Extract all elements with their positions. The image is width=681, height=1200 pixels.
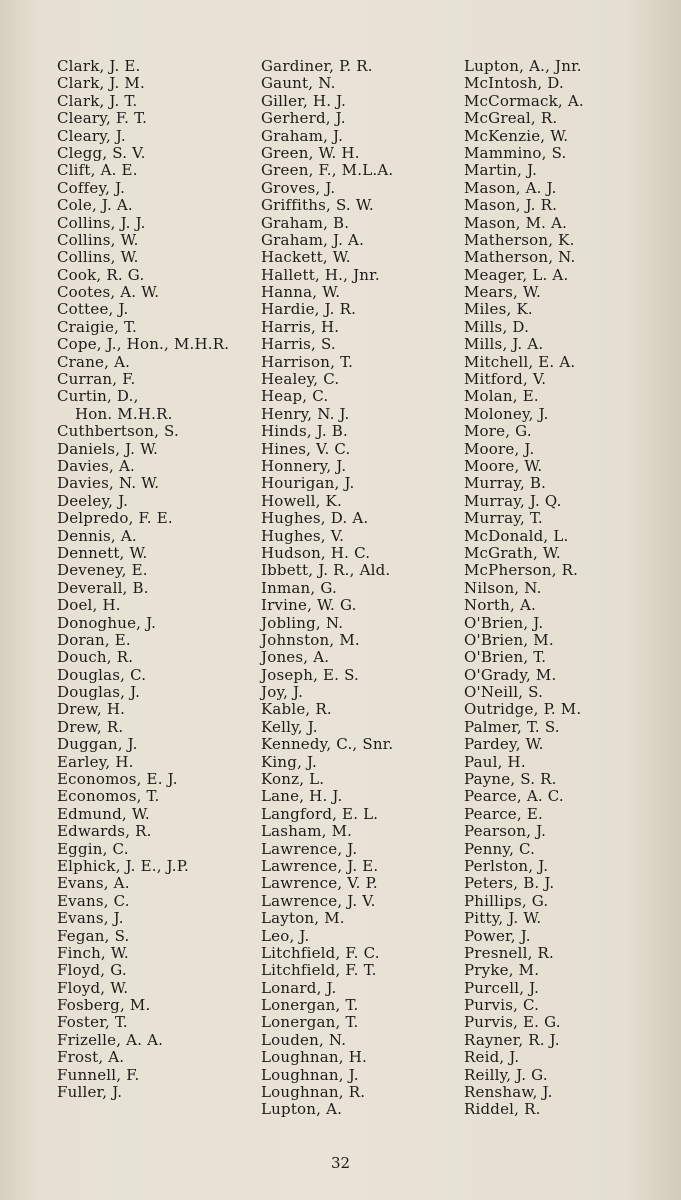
name-entry: Mills, D.	[464, 317, 530, 336]
name-entry: Pryke, M.	[464, 961, 540, 980]
name-entry: Foster, T.	[57, 1013, 128, 1032]
name-entry: Mason, J. R.	[464, 196, 558, 215]
name-entry: Johnston, M.	[261, 630, 360, 649]
name-entry: Power, J.	[464, 926, 531, 945]
name-entry: Earley, H.	[57, 752, 134, 771]
name-entry: Doran, E.	[57, 630, 131, 649]
name-entry: Purvis, E. G.	[464, 1013, 561, 1032]
name-entry: Cole, J. A.	[57, 196, 133, 215]
name-entry: Cuthbertson, S.	[57, 422, 179, 441]
name-entry: Nilson, N.	[464, 578, 542, 597]
name-entry: Drew, R.	[57, 717, 124, 736]
name-entry: Hardie, J. R.	[261, 300, 357, 319]
name-entry: Litchfield, F. C.	[261, 943, 380, 962]
name-entry: Delpredo, F. E.	[57, 509, 173, 528]
name-entry: Doel, H.	[57, 596, 121, 615]
name-entry: Murray, J. Q.	[464, 491, 562, 510]
name-entry: Clark, J. T.	[57, 91, 138, 110]
name-entry: Harris, S.	[261, 335, 336, 354]
name-entry: Pearce, E.	[464, 804, 543, 823]
name-entry: Green, W. H.	[261, 143, 360, 162]
name-entry: Murray, T.	[464, 509, 543, 528]
name-entry: Pearce, A. C.	[464, 787, 564, 806]
name-entry: Lawrence, J. E.	[261, 856, 379, 875]
name-entry: Meager, L. A.	[464, 265, 569, 284]
name-entry: Reilly, J. G.	[464, 1065, 548, 1084]
name-entry: Drew, H.	[57, 700, 126, 719]
name-entry: Hallett, H., Jnr.	[261, 265, 380, 284]
name-entry: Douglas, J.	[57, 683, 141, 702]
name-entry: Evans, C.	[57, 891, 130, 910]
name-entry: Lawrence, V. P.	[261, 874, 378, 893]
name-entry: Douglas, C.	[57, 665, 147, 684]
name-entry: Riddel, R.	[464, 1100, 541, 1119]
name-entry: O'Grady, M.	[464, 665, 557, 684]
name-entry: Frost, A.	[57, 1048, 125, 1067]
name-entry: More, G.	[464, 422, 532, 441]
name-entry: Louden, N.	[261, 1030, 347, 1049]
name-entry: Loughnan, R.	[261, 1083, 366, 1102]
name-entry: King, J.	[261, 752, 318, 771]
name-column-3	[464, 58, 674, 1119]
name-entry: Martin, J.	[464, 161, 538, 180]
name-entry: Cottee, J.	[57, 300, 129, 319]
name-entry: Curran, F.	[57, 370, 136, 389]
name-entry: Purcell, J.	[464, 978, 540, 997]
name-entry: Inman, G.	[261, 578, 337, 597]
name-entry: Funnell, F.	[57, 1065, 140, 1084]
name-entry: McKenzie, W.	[464, 126, 569, 145]
name-entry: Fuller, J.	[57, 1083, 123, 1102]
name-entry: Pitty, J. W.	[464, 909, 542, 928]
name-entry: Peters, B. J.	[464, 874, 555, 893]
name-entry: Groves, J.	[261, 178, 336, 197]
name-entry: McPherson, R.	[464, 561, 579, 580]
name-entry: Coffey, J.	[57, 178, 126, 197]
name-entry: Daniels, J. W.	[57, 439, 159, 458]
name-entry: McGreal, R.	[464, 109, 558, 128]
name-entry: Howell, K.	[261, 491, 342, 510]
name-entry: Renshaw, J.	[464, 1083, 553, 1102]
name-entry: Economos, T.	[57, 787, 160, 806]
name-entry: Leo, J.	[261, 926, 310, 945]
name-entry: McGrath, W.	[464, 543, 561, 562]
name-entry: Lupton, A., Jnr.	[464, 57, 582, 75]
name-entry: Lonergan, T.	[261, 996, 359, 1015]
name-entry: Harrison, T.	[261, 352, 354, 371]
name-entry: Mitford, V.	[464, 370, 547, 389]
name-entry: Layton, M.	[261, 909, 345, 928]
name-entry: Elphick, J. E., J.P.	[57, 856, 189, 875]
name-entry: Collins, W.	[57, 248, 139, 267]
name-entry: Cope, J., Hon., M.H.R.	[57, 335, 230, 354]
name-entry: Matherson, N.	[464, 248, 576, 267]
name-entry: O'Neill, S.	[464, 683, 544, 702]
name-entry: Henry, N. J.	[261, 404, 350, 423]
name-entry: Deverall, B.	[57, 578, 149, 597]
name-entry: Litchfield, F. T.	[261, 961, 377, 980]
name-entry: Mason, M. A.	[464, 213, 568, 232]
name-entry: Jobling, N.	[261, 613, 344, 632]
name-entry: Perlston, J.	[464, 856, 549, 875]
name-entry: Honnery, J.	[261, 456, 347, 475]
name-entry: Floyd, G.	[57, 961, 127, 980]
name-entry: Cleary, J.	[57, 126, 126, 145]
name-entry: Craigie, T.	[57, 317, 137, 336]
name-entry: Hines, V. C.	[261, 439, 351, 458]
name-entry: Reid, J.	[464, 1048, 520, 1067]
name-entry: Hourigan, J.	[261, 474, 355, 493]
name-entry: Lonergan, T.	[261, 1013, 359, 1032]
name-entry: Lonard, J.	[261, 978, 337, 997]
name-entry: Davies, N. W.	[57, 474, 160, 493]
name-entry: Frizelle, A. A.	[57, 1030, 164, 1049]
name-entry: Gaunt, N.	[261, 74, 336, 93]
name-entry: Phillips, G.	[464, 891, 549, 910]
name-entry: Fosberg, M.	[57, 996, 151, 1015]
name-entry: Moore, W.	[464, 456, 543, 475]
name-entry: Collins, W.	[57, 230, 139, 249]
name-entry: Douch, R.	[57, 648, 134, 667]
name-entry: Graham, J. A.	[261, 230, 365, 249]
name-entry: Joseph, E. S.	[261, 665, 360, 684]
name-entry: Pearson, J.	[464, 822, 547, 841]
name-entry: Mills, J. A.	[464, 335, 544, 354]
name-entry: O'Brien, M.	[464, 630, 554, 649]
name-entry: Crane, A.	[57, 352, 131, 371]
name-entry: Lawrence, J.	[261, 839, 358, 858]
name-entry: Giller, H. J.	[261, 91, 347, 110]
name-entry: Jones, A.	[261, 648, 330, 667]
name-entry: Kennedy, C., Snr.	[261, 735, 394, 754]
name-entry: Loughnan, H.	[261, 1048, 367, 1067]
name-entry: Edmund, W.	[57, 804, 150, 823]
name-entry: Hon. M.H.R.	[75, 404, 173, 423]
name-entry: Hughes, D. A.	[261, 509, 369, 528]
page-number: 32	[330, 1154, 351, 1172]
name-entry: Heap, C.	[261, 387, 329, 406]
name-entry: Konz, L.	[261, 770, 325, 789]
name-entry: Griffiths, S. W.	[261, 196, 374, 215]
name-entry: O'Brien, J.	[464, 613, 544, 632]
name-entry: Matherson, K.	[464, 230, 575, 249]
name-entry: Clift, A. E.	[57, 161, 138, 180]
name-entry: Eggin, C.	[57, 839, 129, 858]
name-entry: Economos, E. J.	[57, 770, 178, 789]
name-entry: Hackett, W.	[261, 248, 351, 267]
name-entry: Payne, S. R.	[464, 770, 557, 789]
name-entry: Paul, H.	[464, 752, 526, 771]
name-entry: Curtin, D.,	[57, 387, 139, 406]
name-entry: Purvis, C.	[464, 996, 540, 1015]
name-entry: Loughnan, J.	[261, 1065, 359, 1084]
name-entry: Clegg, S. V.	[57, 143, 146, 162]
name-entry: Lawrence, J. V.	[261, 891, 376, 910]
name-entry: McIntosh, D.	[464, 74, 564, 93]
name-entry: Palmer, T. S.	[464, 717, 560, 736]
name-entry: Evans, A.	[57, 874, 130, 893]
name-column-2	[261, 58, 456, 1119]
name-column-1	[57, 58, 252, 1101]
name-entry: Miles, K.	[464, 300, 533, 319]
name-entry: Finch, W.	[57, 943, 129, 962]
name-entry: North, A.	[464, 596, 536, 615]
name-entry: Rayner, R. J.	[464, 1030, 560, 1049]
name-entry: Dennis, A.	[57, 526, 137, 545]
name-entry: Evans, J.	[57, 909, 124, 928]
name-entry: Mammino, S.	[464, 143, 567, 162]
name-entry: Gardiner, P. R.	[261, 57, 373, 75]
name-entry: Kelly, J.	[261, 717, 318, 736]
name-entry: Pardey, W.	[464, 735, 544, 754]
name-entry: Deveney, E.	[57, 561, 148, 580]
name-entry: Clark, J. E.	[57, 57, 141, 75]
name-entry: Lupton, A.	[261, 1100, 343, 1119]
name-entry: Moloney, J.	[464, 404, 549, 423]
name-entry: Moore, J.	[464, 439, 535, 458]
name-entry: Harris, H.	[261, 317, 340, 336]
name-entry: Collins, J. J.	[57, 213, 146, 232]
name-entry: Healey, C.	[261, 370, 340, 389]
name-entry: Hudson, H. C.	[261, 543, 371, 562]
name-entry: Edwards, R.	[57, 822, 152, 841]
name-entry: Mears, W.	[464, 283, 541, 302]
name-entry: Outridge, P. M.	[464, 700, 582, 719]
name-entry: Floyd, W.	[57, 978, 129, 997]
name-entry: Green, F., M.L.A.	[261, 161, 394, 180]
name-entry: Fegan, S.	[57, 926, 130, 945]
name-entry: Kable, R.	[261, 700, 332, 719]
name-entry: McCormack, A.	[464, 91, 584, 110]
name-entry: Hinds, J. B.	[261, 422, 348, 441]
name-entry: Mitchell, E. A.	[464, 352, 576, 371]
name-entry: Mason, A. J.	[464, 178, 557, 197]
name-entry: Davies, A.	[57, 456, 135, 475]
name-entry: Graham, B.	[261, 213, 350, 232]
name-entry: Molan, E.	[464, 387, 539, 406]
name-entry: Dennett, W.	[57, 543, 148, 562]
name-entry: Joy, J.	[261, 683, 304, 702]
name-entry: Deeley, J.	[57, 491, 129, 510]
name-entry: Lane, H. J.	[261, 787, 343, 806]
name-entry: McDonald, L.	[464, 526, 569, 545]
name-entry: Ibbett, J. R., Ald.	[261, 561, 391, 580]
name-entry: Gerherd, J.	[261, 109, 346, 128]
name-entry: Graham, J.	[261, 126, 344, 145]
name-entry: Lasham, M.	[261, 822, 353, 841]
name-entry: Cootes, A. W.	[57, 283, 160, 302]
name-entry: Langford, E. L.	[261, 804, 379, 823]
name-entry: Cleary, F. T.	[57, 109, 148, 128]
name-entry: Penny, C.	[464, 839, 536, 858]
name-entry: O'Brien, T.	[464, 648, 547, 667]
name-entry: Cook, R. G.	[57, 265, 145, 284]
name-entry: Clark, J. M.	[57, 74, 145, 93]
name-entry: Presnell, R.	[464, 943, 554, 962]
name-entry: Hughes, V.	[261, 526, 345, 545]
name-entry: Donoghue, J.	[57, 613, 157, 632]
name-entry: Murray, B.	[464, 474, 547, 493]
name-entry: Hanna, W.	[261, 283, 341, 302]
name-entry: Duggan, J.	[57, 735, 138, 754]
name-entry: Irvine, W. G.	[261, 596, 357, 615]
